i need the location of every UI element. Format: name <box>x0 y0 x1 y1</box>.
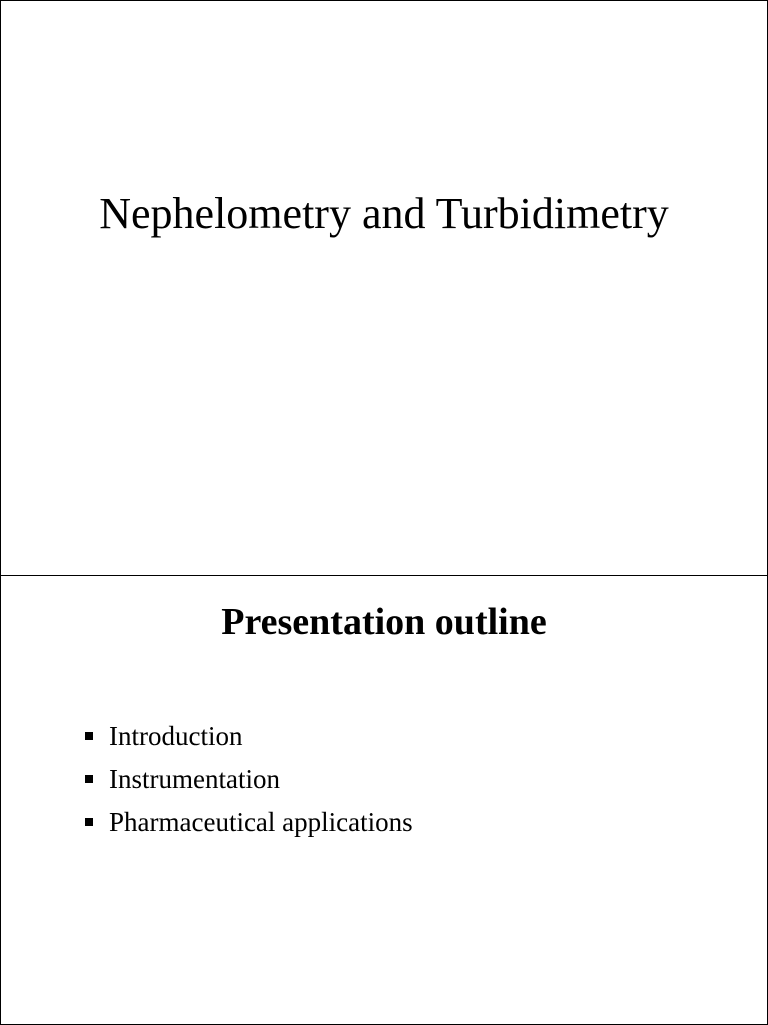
slide-title: Nephelometry and Turbidimetry <box>99 189 669 238</box>
slide-outline <box>0 575 768 1025</box>
list-item-text: Instrumentation <box>109 763 280 794</box>
list-item <box>85 800 413 843</box>
list-item-text: Introduction <box>109 720 243 751</box>
outline-heading: Presentation outline <box>221 601 547 643</box>
square-bullet-icon <box>85 775 93 783</box>
square-bullet-icon <box>85 818 93 826</box>
square-bullet-icon <box>85 732 93 740</box>
outline-list <box>85 714 413 843</box>
list-item-text: Pharmaceutical applications <box>109 806 413 837</box>
list-item <box>85 757 413 800</box>
list-item <box>85 714 413 757</box>
